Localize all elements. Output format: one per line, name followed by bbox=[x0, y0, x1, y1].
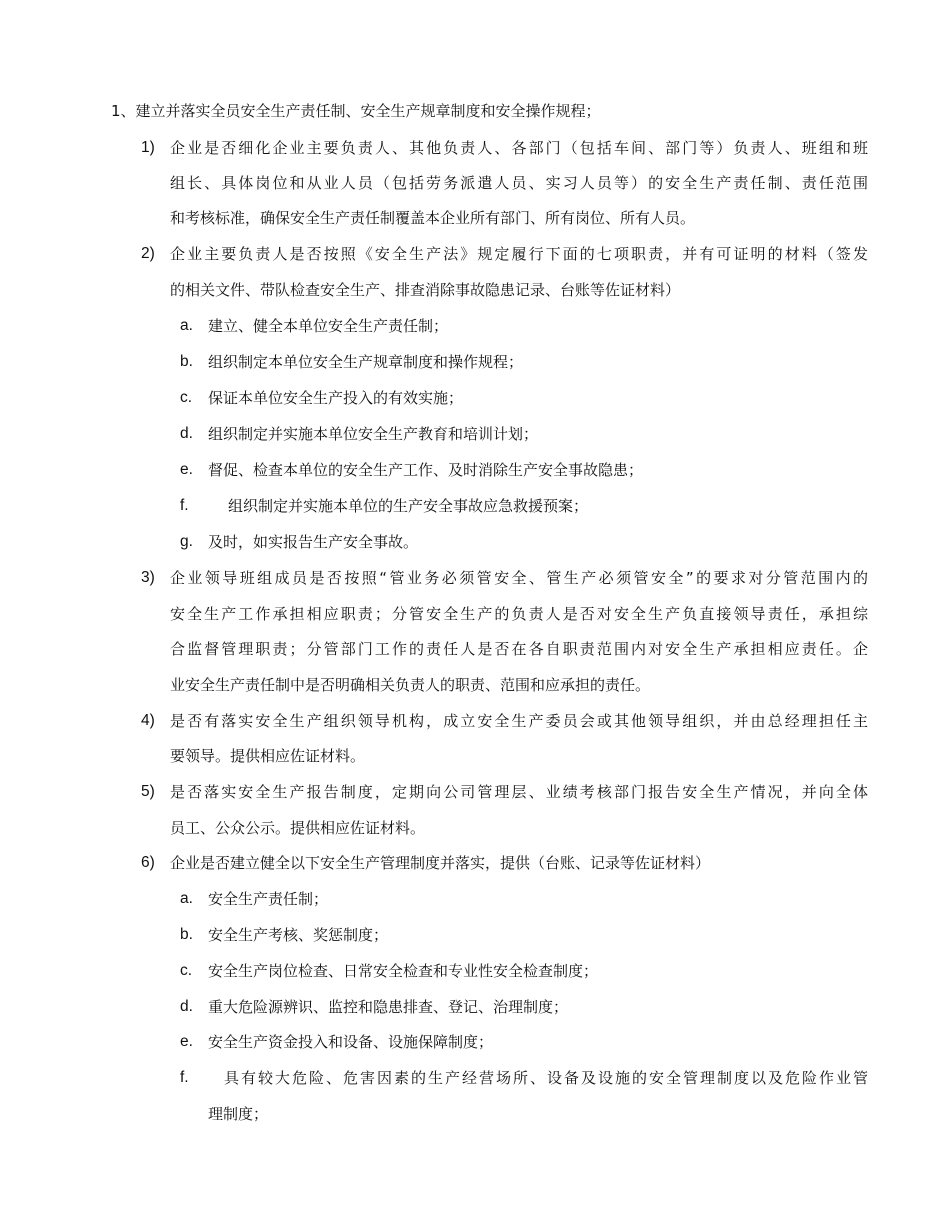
item-2-line-1: 企业主要负责人是否按照《安全生产法》规定履行下面的七项职责，并有可证明的材料（签发 bbox=[170, 245, 868, 263]
item-2-sub-a-marker: a. bbox=[180, 317, 193, 334]
item-1-line-3: 和考核标准，确保安全生产责任制覆盖本企业所有部门、所有岗位、所有人员。 bbox=[170, 209, 696, 227]
item-4-line-2: 要领导。提供相应佐证材料。 bbox=[170, 747, 366, 765]
item-6-sub-b-marker: b. bbox=[180, 926, 193, 943]
item-3-line-4: 业安全生产责任制中是否明确相关负责人的职责、范围和应承担的责任。 bbox=[170, 676, 651, 694]
item-1-marker: 1) bbox=[141, 139, 155, 156]
item-6-sub-a-marker: a. bbox=[180, 890, 193, 907]
item-6-marker: 6) bbox=[141, 854, 155, 871]
section-heading: 1、建立并落实全员安全生产责任制、安全生产规章制度和安全操作规程； bbox=[111, 102, 601, 120]
item-2-marker: 2) bbox=[141, 245, 155, 262]
item-2-sub-f-marker: f. bbox=[180, 497, 189, 514]
item-6-line-1: 企业是否建立健全以下安全生产管理制度并落实，提供（台账、记录等佐证材料） bbox=[170, 854, 711, 872]
item-6-sub-f-text: 具有较大危险、危害因素的生产经营场所、设备及设施的安全管理制度以及危险作业管 bbox=[224, 1069, 868, 1087]
item-6-sub-c-text: 安全生产岗位检查、日常安全检查和专业性安全检查制度； bbox=[208, 962, 599, 980]
item-2-sub-a-text: 建立、健全本单位安全生产责任制； bbox=[208, 317, 449, 335]
item-2-sub-e-text: 督促、检查本单位的安全生产工作、及时消除生产安全事故隐患； bbox=[208, 461, 644, 479]
item-1-line-1: 企业是否细化企业主要负责人、其他负责人、各部门（包括车间、部门等）负责人、班组和班 bbox=[170, 139, 868, 157]
item-2-sub-b-text: 组织制定本单位安全生产规章制度和操作规程； bbox=[208, 353, 524, 371]
item-6-sub-f-text-cont: 理制度； bbox=[208, 1105, 269, 1123]
item-6-sub-a-text: 安全生产责任制； bbox=[208, 890, 329, 908]
item-5-line-1: 是否落实安全生产报告制度，定期向公司管理层、业绩考核部门报告安全生产情况，并向全体 bbox=[170, 783, 868, 801]
item-6-sub-d-text: 重大危险源辨识、监控和隐患排查、登记、治理制度； bbox=[208, 998, 569, 1016]
item-2-sub-d-marker: d. bbox=[180, 425, 193, 442]
item-3-marker: 3) bbox=[141, 569, 155, 586]
item-1-line-2: 组长、具体岗位和从业人员（包括劳务派遣人员、实习人员等）的安全生产责任制、责任范围 bbox=[170, 174, 868, 192]
item-4-line-1: 是否有落实安全生产组织领导机构，成立安全生产委员会或其他领导组织，并由总经理担任主 bbox=[170, 712, 868, 730]
item-2-sub-c-marker: c. bbox=[180, 389, 193, 406]
item-2-sub-d-text: 组织制定并实施本单位安全生产教育和培训计划； bbox=[208, 425, 539, 443]
item-4-marker: 4) bbox=[141, 712, 155, 729]
item-5-marker: 5) bbox=[141, 783, 155, 800]
item-6-sub-f-marker: f. bbox=[180, 1069, 189, 1086]
item-6-sub-e-marker: e. bbox=[180, 1033, 193, 1050]
item-2-sub-c-text: 保证本单位安全生产投入的有效实施； bbox=[208, 389, 464, 407]
item-2-sub-g-text: 及时，如实报告生产安全事故。 bbox=[208, 533, 419, 551]
item-5-line-2: 员工、公众公示。提供相应佐证材料。 bbox=[170, 819, 426, 837]
item-6-sub-c-marker: c. bbox=[180, 962, 193, 979]
item-3-line-3: 合监督管理职责；分管部门工作的责任人是否在各自职责范围内对安全生产承担相应责任。企 bbox=[170, 640, 868, 658]
item-2-sub-b-marker: b. bbox=[180, 353, 193, 370]
item-2-sub-g-marker: g. bbox=[180, 533, 193, 550]
item-6-sub-e-text: 安全生产资金投入和设备、设施保障制度； bbox=[208, 1033, 494, 1051]
item-2-line-2: 的相关文件、带队检查安全生产、排查消除事故隐患记录、台账等佐证材料） bbox=[170, 281, 681, 299]
item-2-sub-f-text: 组织制定并实施本单位的生产安全事故应急救援预案； bbox=[228, 497, 589, 515]
item-2-sub-e-marker: e. bbox=[180, 461, 193, 478]
item-3-line-2: 安全生产工作承担相应职责；分管安全生产的负责人是否对安全生产负直接领导责任，承担综 bbox=[170, 605, 868, 623]
item-3-line-1: 企业领导班组成员是否按照“管业务必须管安全、管生产必须管安全”的要求对分管范围内的 bbox=[170, 569, 868, 587]
item-6-sub-b-text: 安全生产考核、奖惩制度； bbox=[208, 926, 389, 944]
item-6-sub-d-marker: d. bbox=[180, 998, 193, 1015]
